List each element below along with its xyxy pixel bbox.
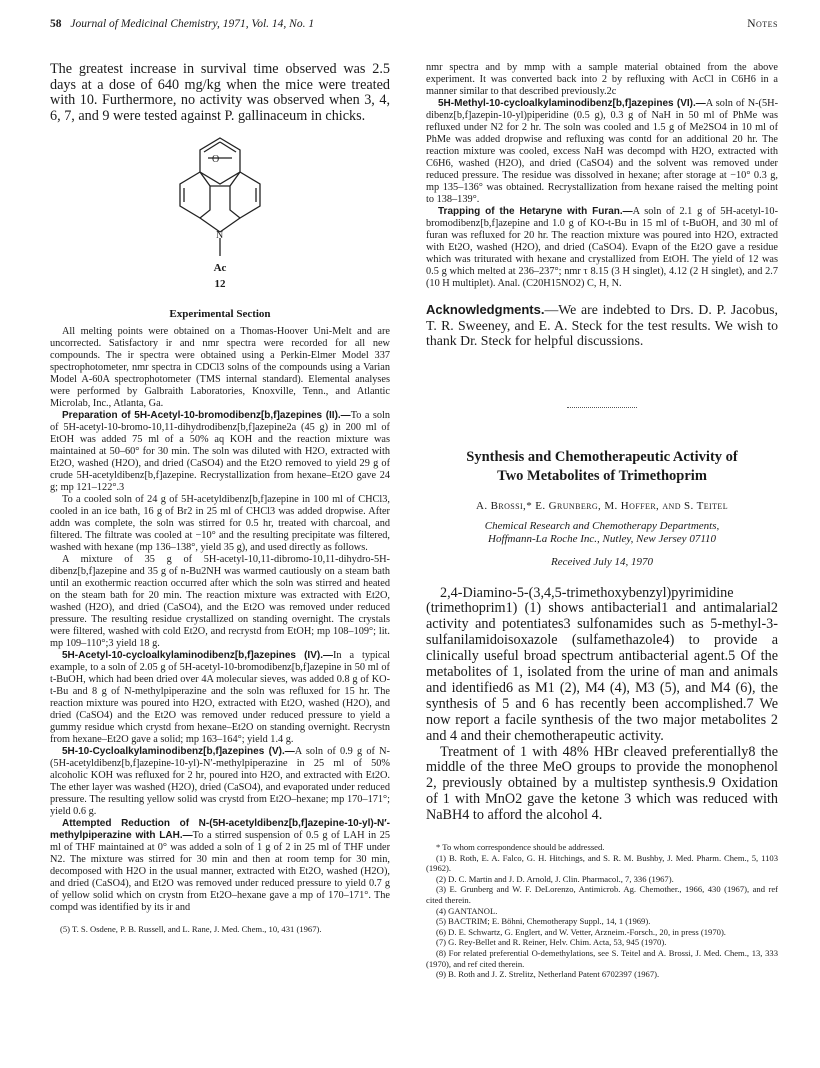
- page-number: 58: [50, 18, 62, 30]
- procedure-heading: Preparation of 5H-Acetyl-10-bromodibenz[b,f]azepines (II).—: [62, 410, 351, 421]
- journal-citation: Journal of Medicinal Chemistry, 1971, Vol. 14, No. 1: [70, 18, 315, 30]
- running-head: [50, 18, 778, 38]
- paragraph-text: A mixture of 35 g of 5H-acetyl-10,11-dibromo-10,11-dihydro-5H-dibenz[b,f]azepine and 35 g of n-Bu2NH was warmed cautiously on a steam bath until an exothermic reaction occurred after which the soln was stirred and heated on the steam bath for 20 min. The reaction mixture was extracted with Et2O, washed (H2O), and dried (CaSO4), and the Et2O was removed under reduced pressure. The resulting residue crystallized on standing overnight. The crystals were filtered, washed with cold Et2O, and recrystd from EtOH; mp 108–109°; lit. mp 109–110°;3 yield 18 g.: [50, 554, 390, 649]
- paragraph-text: To a stirred suspension of 0.5 g of LAH in 25 ml of THF maintained at 0° was added a soln of 1 g of 2 in 25 ml of THF under N2. The mixture was stirred for 30 min and then at room temp for 30 min, decomposed with H2O in the usual manner, extracted with Et2O, washed (H2O), and dried (CaSO4), and Et2O was removed under reduced pressure to yield 0.7 g of yellow solid which on crystn from Et2O–hexane gave a mp of 170–171°. The compd was identified by its ir and: [50, 830, 390, 913]
- footnote: (3) E. Grunberg and W. F. DeLorenzo, Antimicrob. Ag. Chemother., 1966, 430 (1967), and ref cited therein.: [426, 884, 778, 906]
- procedure-heading: 5H-10-Cycloalkylaminodibenz[b,f]azepines (V).—: [62, 746, 295, 757]
- footnote: (5) BACTRIM; E. Böhni, Chemotherapy Suppl., 14, 1 (1969).: [436, 916, 651, 927]
- footnotes: [426, 842, 778, 980]
- paragraph-text: In a typical example, to a soln of 2.05 g of 5H-acetyl-10-bromodibenz[b,f]azepine in 50 ml of t-BuOH, which had been dried over 4A molecular sieves, was added 0.8 g of KO-t-Bu and 8 g of N-methylpiperazine and the soln was refluxed for 15 hr. The reaction mixture was poured into H2O, extracted with Et2O, washed (H2O), and dried (CaSO4) and the Et2O was removed under reduced pressure to yield a gummy residue which crystd from hexane–Et2O on standing overnight. Recrystn from hexane–Et2O gave a solid; mp 163–164°; yield 1.4 g.: [50, 650, 390, 745]
- article-affiliation: [426, 520, 778, 546]
- acknowledgments: [426, 302, 778, 349]
- compound-number: 12: [214, 278, 226, 290]
- acknowledgments-heading: Acknowledgments.: [426, 302, 545, 317]
- footnote: (6) D. E. Schwartz, G. Englert, and W. Vetter, Arzneim.-Forsch., 20, in press (1970).: [436, 926, 726, 937]
- intro-paragraph: The greatest increase in survival time observed was 2.5 days at a dose of 640 mg/kg when the mice were treated with 10. Furthermore, no activity was observed when 3, 4, 6, 7, and 9 were tested against P. gallinaceum in chicks.: [50, 62, 390, 124]
- paragraph-text: To a cooled soln of 24 g of 5H-acetyldibenz[b,f]azepine in 100 ml of CHCl3, cooled in an ice bath, 16 g of Br2 in 25 ml of CHCl3 was added dropwise. After addn was complete, the soln was stirred for 0.5 hr, treated with charcoal, and filtered. The filtrate was cooled at −10° and the resulting precipitate was filtered, washed with hexane (mp 136–138°, yield 35 g), and used directly as follows.: [50, 494, 390, 553]
- affiliation-line: Chemical Research and Chemotherapy Departments,: [484, 519, 720, 532]
- paragraph-text: A soln of 0.9 g of N-(5H-acetyldibenz[b,f]azepine-10-yl)-N′-methylpiperazine in 25 ml of 50% alcoholic KOH was refluxed for 2 hr, poured into H2O, and extracted with Et2O. The ether layer was washed (H2O), dried (CaSO4), and evaporated under reduced pressure. The resulting yellow solid was crystd from Et2O–hexane; mp 170–171°; yield 0.6 g.: [50, 746, 390, 817]
- right-column: [426, 62, 778, 1052]
- procedure-heading: Trapping of the Hetaryne with Furan.—: [438, 206, 633, 217]
- left-column: [50, 62, 390, 1052]
- structure-substituent-label: Ac: [213, 262, 227, 274]
- section-heading-experimental: Experimental Section: [169, 308, 271, 320]
- experimental-paragraph: [50, 410, 390, 494]
- footnote: * To whom correspondence should be addressed.: [436, 842, 605, 853]
- paragraph-text: A soln of N-(5H-dibenz[b,f]azepin-10-yl)piperidine (0.5 g), 0.3 g of NaH in 50 ml of PhMe was refluxed under N2 for 2 hr. The soln was cooled and 1.5 g of Me2SO4 in 10 ml of PhMe was added dropwise and refluxing was contd for an additional 20 hr. The reaction mixture was cooled, excess NaH was decompd with H2O, extracted with C6H6, washed (H2O), and dried (CaSO4) and the solvent was removed under reduced pressure. The residue was dissolved in hexane; after storage at −10° 0.3 g, mp 135–136° was obtained. Recrystallization from hexane raised the melting point to 138–139°.: [426, 98, 778, 205]
- structure-atom-n: N: [216, 230, 224, 241]
- article-title: Synthesis and Chemotherapeutic Activity of Two Metabolites of Trimethoprim: [466, 448, 738, 484]
- procedure-heading: 5H-Acetyl-10-cycloalkylaminodibenz[b,f]azepines (IV).—: [62, 650, 333, 661]
- chemical-structure-12: [50, 128, 390, 298]
- paragraph-text: To a soln of 5H-acetyl-10-bromo-10,11-dihydrodibenz[b,f]azepine2a (45 g) in 200 ml of EtOH was added 75 ml of a 50% aq KOH and the reaction mixture was maintained at 50–60° for 30 min. The soln was diluted with H2O, extracted with Et2O, washed (H2O), and dried (CaSO4) and the Et2O removed to yield 29 g of crude 5H-acetyldibenz[b,f]azepine. Recrystallization from hexane–Et2O gave 24 g; mp 121–122°.3: [50, 410, 390, 493]
- received-date: Received July 14, 1970: [550, 555, 653, 568]
- experimental-paragraph: [426, 98, 778, 206]
- paragraph-text: All melting points were obtained on a Thomas-Hoover Uni-Melt and are uncorrected. Satisfactory ir and nmr spectra were recorded for all new compounds. The ir spectra were obtained using a Perkin-Elmer Model 337 spectrophotometer, nmr spectra in CDCl3 solns of the compounds using a Varian Model A-60A spectrophotometer (TMS internal standard). Elemental analyses were performed by Galbraith Laboratories, Knoxville, Tenn., and Atlantic Microlab, Inc., Atlanta, Ga.: [50, 326, 390, 409]
- experimental-paragraph: [50, 746, 390, 818]
- article-divider: [567, 407, 637, 408]
- footnote: (9) B. Roth and J. Z. Strelitz, Netherland Patent 6702397 (1967).: [436, 969, 660, 980]
- experimental-paragraph: [50, 650, 390, 746]
- article-paragraph: Treatment of 1 with 48% HBr cleaved preferentially8 the middle of the three MeO groups to provide the monophenol 2, previously obtained by a multistep synthesis.9 Oxidation of 1 with MnO2 gave the ketone 3 which was reduced with NaBH4 to afford the alcohol 4.: [426, 743, 778, 824]
- experimental-paragraph: [426, 206, 778, 290]
- continuation-paragraph: nmr spectra and by mmp with a sample material obtained from the above experiment. It was converted back into 2 by refluxing with AcCl in C6H6 in a manner similar to that described previously.2c: [426, 62, 778, 97]
- affiliation-line: Hoffmann-La Roche Inc., Nutley, New Jersey 07110: [488, 532, 716, 545]
- acknowledgments-text: —We are indebted to Drs. D. P. Jacobus, T. R. Sweeney, and E. A. Steck for the test results. We wish to thank Dr. Steck for helpful discussions.: [426, 302, 778, 348]
- article-paragraph: 2,4-Diamino-5-(3,4,5-trimethoxybenzyl)pyrimidine (trimethoprim1) (1) shows antibacterial1 and antimalarial2 activity and potentiates3 sulfonamides such as 5-methyl-3-sulfanilamidoisoxazole (sulfamethazole4) to provide a clinically useful broad spectrum antibacterial agent.5 Of the metabolites of 1, isolated from the urine of man and animals and identified6 as M1 (2), M4 (4), M3 (5), and M4 (6), the synthesis of 5 and 6 has recently been accomplished.7 We now report a facile synthesis of the two major metabolites 2 and 4 and their chemotherapeutic activity.: [426, 584, 778, 744]
- footnote: (2) D. C. Martin and J. D. Arnold, J. Clin. Pharmacol., 7, 336 (1967).: [436, 873, 674, 884]
- footnote: (8) For related preferential O-demethylations, see S. Teitel and A. Brossi, J. Med. Chem., 13, 333 (1970), and ref cited therein.: [426, 948, 778, 969]
- footnote: (7) G. Rey-Bellet and R. Reiner, Helv. Chim. Acta, 53, 945 (1970).: [436, 937, 667, 948]
- experimental-paragraph: [50, 326, 390, 410]
- left-footnote: (5) T. S. Osdene, P. B. Russell, and L. Rane, J. Med. Chem., 10, 431 (1967).: [60, 924, 322, 934]
- experimental-paragraph: [50, 818, 390, 914]
- procedure-heading: 5H-Methyl-10-cycloalkylaminodibenz[b,f]azepines (VI).—: [438, 98, 706, 109]
- dibenzazepine-furan-adduct-drawing: [150, 128, 290, 268]
- article-authors: A. Brossi,* E. Grunberg, M. Hoffer, and S. Teitel: [475, 499, 728, 512]
- paragraph-text: A soln of 2.1 g of 5H-acetyl-10-bromodibenz[b,f]azepine and 1.0 g of KO-t-Bu in 15 ml of t-BuOH, and 30 ml of furan was refluxed for 20 hr. The reaction mixture was poured into H2O, extracted with Et2O, washed (H2O), and dried (CaSO4). Evapn of the Et2O gave a residue which was triturated with hexane and crystallized from EtOH. The yield of 12 was 0.5 g which melted at 236–237°; nmr τ 8.15 (3 H singlet), 4.12 (2 H singlet), and 2.7 (10 H multiplet). Anal. (C20H15NO2) C, H, N.: [426, 206, 778, 289]
- svg-text:O: O: [212, 154, 220, 165]
- section-label: Notes: [747, 18, 778, 30]
- procedure-heading: Attempted Reduction of N-(5H-acetyldibenz[b,f]azepine-10-yl)-N′-methylpiperazine with LAH.—: [50, 818, 390, 841]
- footnote: (1) B. Roth, E. A. Falco, G. H. Hitchings, and S. R. M. Bushby, J. Med. Pharm. Chem., 5, 1103 (1962).: [426, 852, 778, 874]
- experimental-paragraph: [50, 554, 390, 650]
- experimental-paragraph: [50, 494, 390, 554]
- footnote: (4) GANTANOL.: [436, 905, 498, 916]
